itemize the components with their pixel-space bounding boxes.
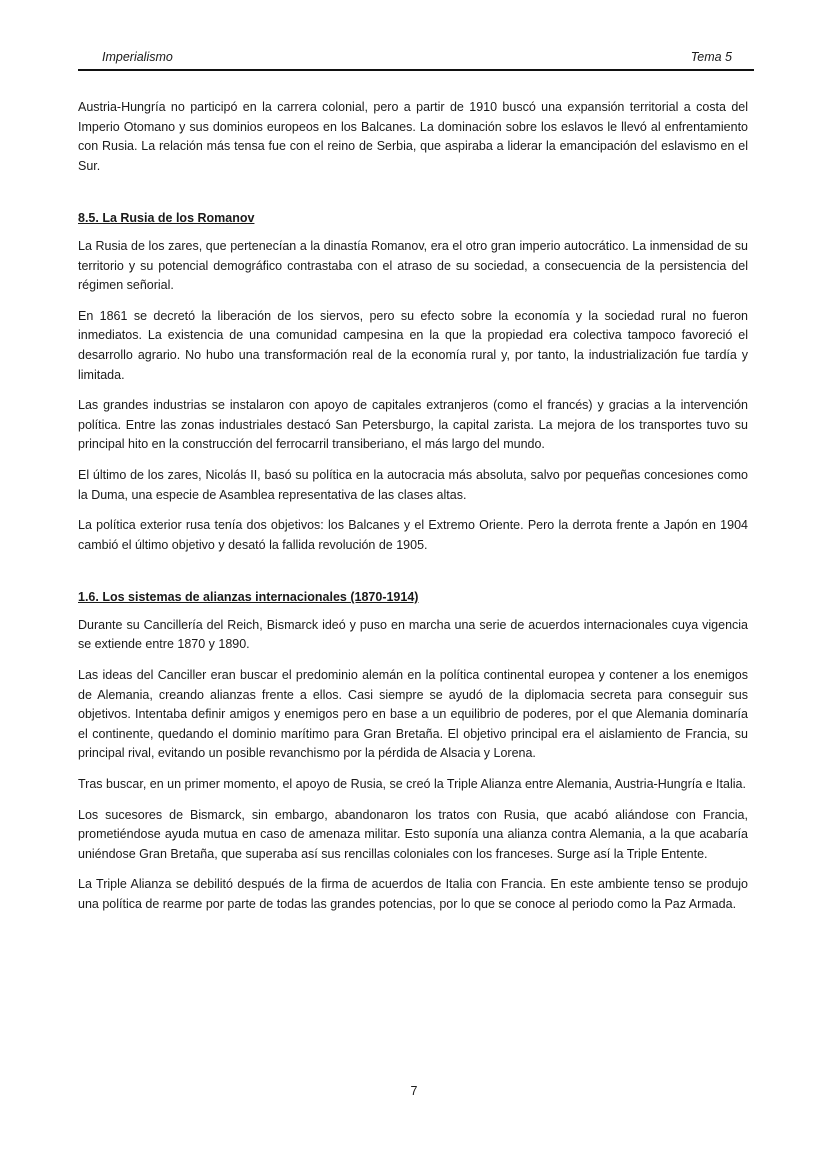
header-title: Imperialismo — [102, 50, 173, 64]
section-heading: 8.5. La Rusia de los Romanov — [78, 211, 255, 226]
paragraph: La Triple Alianza se debilitó después de la firma de acuerdos de Italia con Francia. En este ambiente tenso se produjo una política de rearme por parte de todas las grandes potencias, por lo que se conoce al periodo como la Paz Armada. — [78, 877, 748, 911]
header-topic: Tema 5 — [690, 50, 732, 64]
paragraph: En 1861 se decretó la liberación de los siervos, pero su efecto sobre la economía y la sociedad rural no fueron inmediatos. La existencia de una comunidad campesina en la que la propiedad era colectiva tampoco favoreció el desarrollo agrario. No hubo una transformación real de la economía rural y, por tanto, la industrialización fue tardía y limitada. — [78, 308, 748, 382]
section-heading: 1.6. Los sistemas de alianzas internacionales (1870-1914) — [78, 590, 419, 605]
paragraph: Tras buscar, en un primer momento, el apoyo de Rusia, se creó la Triple Alianza entre Alemania, Austria-Hungría e Italia. — [78, 777, 746, 792]
paragraph: El último de los zares, Nicolás II, basó su política en la autocracia más absoluta, salvo por pequeñas concesiones como la Duma, una especie de Asamblea representativa de las clases altas. — [78, 467, 748, 502]
paragraph: Durante su Cancillería del Reich, Bismarck ideó y puso en marcha una serie de acuerdos internacionales cuya vigencia se extiende entre 1870 y 1890. — [78, 617, 748, 652]
paragraph: Las grandes industrias se instalaron con apoyo de capitales extranjeros (como el francés) y gracias a la intervención política. Entre las zonas industriales destacó San Petersburgo, la capital zarista. La mejora de los transportes tuvo su principal hito en la construcción del ferrocarril transiberiano, el más largo del mundo. — [78, 398, 748, 452]
paragraph: La política exterior rusa tenía dos objetivos: los Balcanes y el Extremo Oriente. Pero la derrota frente a Japón en 1904 cambió el último objetivo y desató la fallida revolución de 1905. — [78, 518, 748, 552]
paragraph: Los sucesores de Bismarck, sin embargo, abandonaron los tratos con Rusia, que acabó aliándose con Francia, prometiéndose ayuda mutua en caso de amenaza militar. Esto suponía una alianza contra Alemania, a la que acabaría uniéndose Gran Bretaña, que superaba así sus rencillas coloniales con los franceses. Surge así la Triple Entente. — [78, 807, 748, 861]
paragraph: Las ideas del Canciller eran buscar el predominio alemán en la política continental europea y contener a los enemigos de Alemania, creando alianzas frente a ellos. Casi siempre se ayudó de la diplomacia secreta para conseguir sus objetivos. Intentaba definir amigos y enemigos pero en base a un equilibrio de poderes, por el que Alemania dominaría el continente, quedando el dominio marítimo para Gran Bretaña. El objetivo principal era el aislamiento de Francia, su principal rival, evitando un posible revanchismo por la pérdida de Alsacia y Lorena. — [78, 668, 748, 761]
page-number: 7 — [410, 1084, 418, 1098]
section-russia — [78, 209, 748, 555]
paragraph: Austria-Hungría no participó en la carrera colonial, pero a partir de 1910 buscó una expansión territorial a costa del Imperio Otomano y sus dominios europeos en los Balcanes. La dominación sobre los eslavos le llevó al enfrentamiento con Rusia. La relación más tensa fue con el reino de Serbia, que aspiraba a liderar la emancipación del eslavismo en el Sur. — [78, 100, 748, 173]
paragraph: La Rusia de los zares, que pertenecían a la dinastía Romanov, era el otro gran imperio autocrático. La inmensidad de su territorio y su potencial demográfico contrastaba con el atraso de su sociedad, a consecuencia de la persistencia del régimen señorial. — [78, 238, 748, 293]
page-header — [78, 50, 754, 71]
intro-section — [78, 98, 748, 176]
document-body — [78, 98, 748, 926]
section-alliances — [78, 588, 748, 914]
